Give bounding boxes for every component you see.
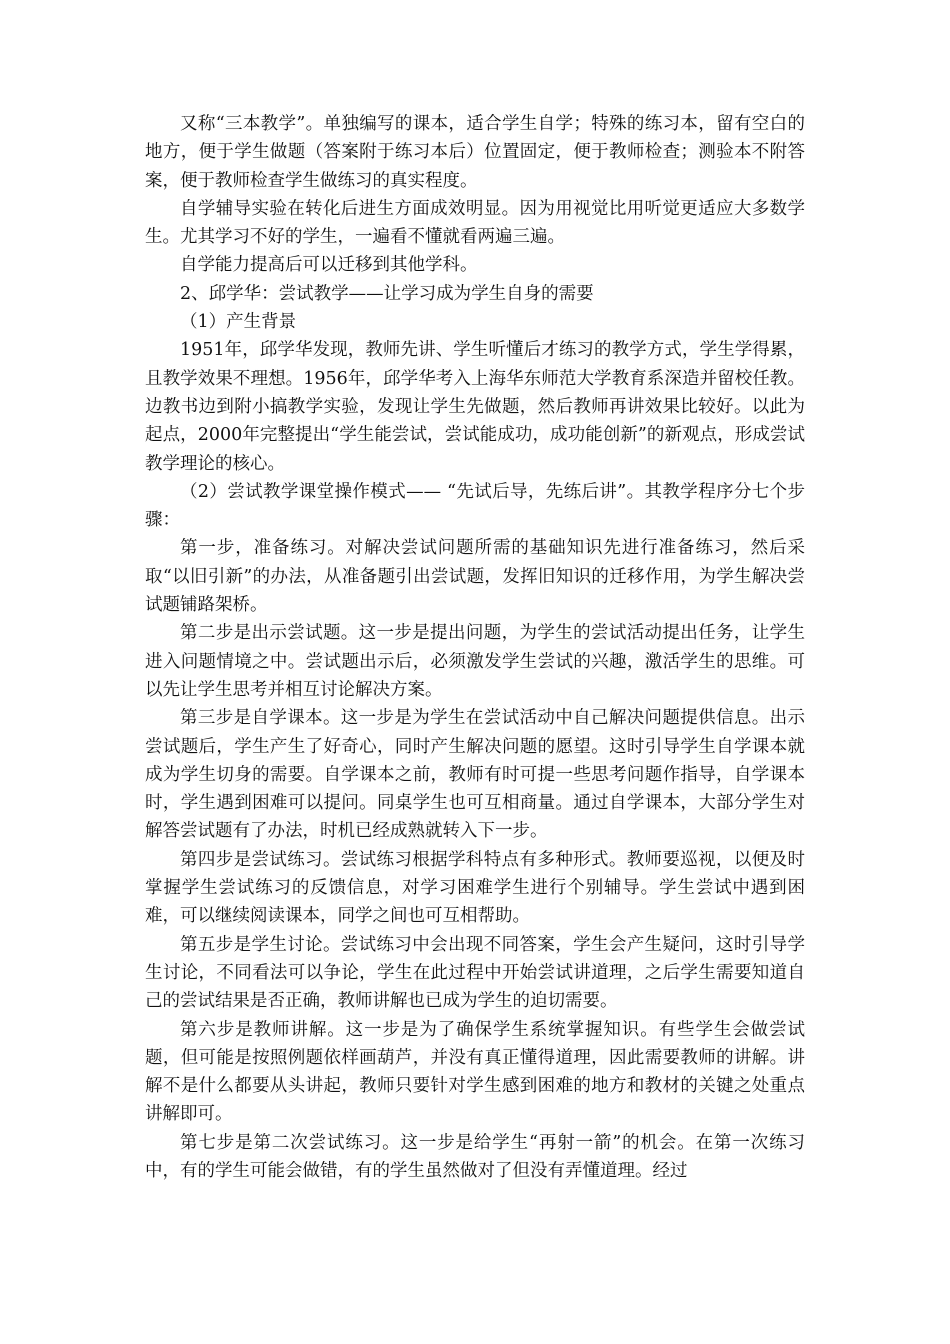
paragraph-step-seven: 第七步是第二次尝试练习。这一步是给学生“再射一箭”的机会。在第一次练习中，有的学生可能会做错，有的学生虽然做对了但没有弄懂道理。经过 (145, 1132, 805, 1181)
paragraph-step-six: 第六步是教师讲解。这一步是为了确保学生系统掌握知识。有些学生会做尝试题，但可能是按照例题依样画葫芦，并没有真正懂得道理，因此需要教师的讲解。讲解不是什么都要从头讲起，教师只要针对学生感到困难的地方和教材的关键之处重点讲解即可。 (145, 1019, 805, 1125)
section-heading-qiu-xuehua: 2、邱学华：尝试教学——让学习成为学生自身的需要 (180, 283, 594, 304)
paragraph-step-three: 第三步是自学课本。这一步是为学生在尝试活动中自己解决问题提供信息。出示尝试题后，学生产生了好奇心，同时产生解决问题的愿望。这时引导学生自学课本就成为学生切身的需要。自学课本之前，教师有时可提一些思考问题作指导，自学课本时，学生遇到困难可以提问。同桌学生也可互相商量。通过自学课本，大部分学生对解答尝试题有了办法，时机已经成熟就转入下一步。 (145, 708, 805, 842)
paragraph-background: 1951年，邱学华发现，教师先讲、学生听懂后才练习的教学方式，学生学得累，且教学效果不理想。1956年，邱学华考入上海华东师范大学教育系深造并留校任教。边教书边到附小搞教学实验，发现让学生先做题，然后教师再讲效果比较好。以此为起点，2000年完整提出“学生能尝试，尝试能成功，成功能创新”的新观点，形成尝试教学理论的核心。 (145, 340, 805, 474)
subheading-operation-mode: （2）尝试教学课堂操作模式—— “先试后导，先练后讲”。其教学程序分七个步骤： (145, 481, 805, 531)
paragraph-step-five: 第五步是学生讨论。尝试练习中会出现不同答案，学生会产生疑问，这时引导学生讨论，不同看法可以争论，学生在此过程中开始尝试讲道理，之后学生需要知道自己的尝试结果是否正确，教师讲解也已成为学生的迫切需要。 (145, 934, 805, 1012)
paragraph-step-two: 第二步是出示尝试题。这一步是提出问题，为学生的尝试活动提出任务，让学生进入问题情境之中。尝试题出示后，必须激发学生尝试的兴趣，激活学生的思维。可以先让学生思考并相互讨论解决方案。 (145, 623, 805, 700)
paragraph-transfer: 自学能力提高后可以迁移到其他学科。 (180, 255, 478, 276)
paragraph-three-books: 又称“三本教学”。单独编写的课本，适合学生自学；特殊的练习本，留有空白的地方，便于学生做题（答案附于练习本后）位置固定，便于教师检查；测验本不附答案，便于教师检查学生做练习的真实程度。 (145, 114, 805, 191)
paragraph-step-one: 第一步，准备练习。对解决尝试问题所需的基础知识先进行准备练习，然后采取“以旧引新”的办法，从准备题引出尝试题，发挥旧知识的迁移作用，为学生解决尝试题铺路架桥。 (145, 538, 805, 616)
paragraph-step-four: 第四步是尝试练习。尝试练习根据学科特点有多种形式。教师要巡视，以便及时掌握学生尝试练习的反馈信息，对学习困难学生进行个别辅导。学生尝试中遇到困难，可以继续阅读课本，同学之间也可互相帮助。 (145, 849, 805, 927)
paragraph-self-study-results: 自学辅导实验在转化后进生方面成效明显。因为用视觉比用听觉更适应大多数学生。尤其学习不好的学生，一遍看不懂就看两遍三遍。 (145, 198, 805, 248)
document-body (145, 110, 805, 1185)
subheading-background: （1）产生背景 (180, 312, 297, 333)
